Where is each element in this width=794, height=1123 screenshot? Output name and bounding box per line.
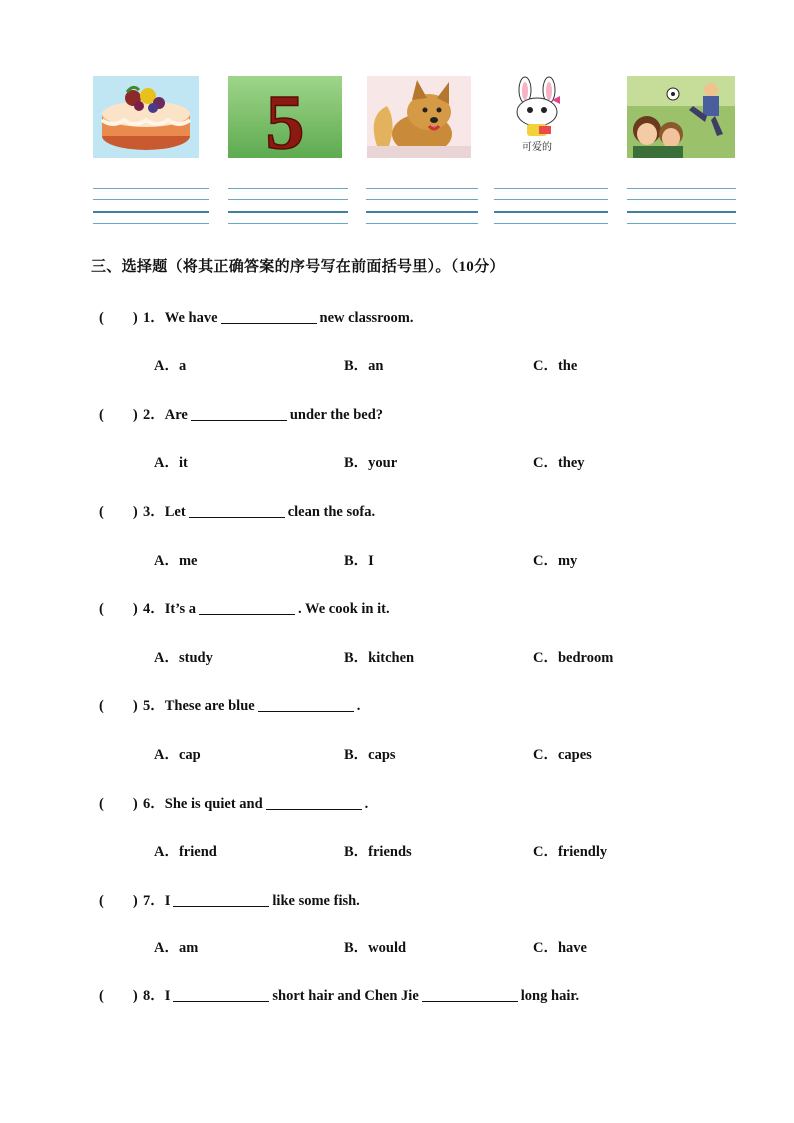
question-7: ( ) 7．I like some fish. — [99, 889, 360, 910]
answer-blank — [422, 987, 518, 1002]
answer-bracket[interactable]: ( ) — [99, 988, 138, 1004]
answer-blank — [258, 697, 354, 712]
answer-bracket[interactable]: ( ) — [99, 504, 138, 520]
option-b: B．caps — [344, 747, 396, 763]
answer-bracket[interactable]: ( ) — [99, 796, 138, 812]
five-digit: 5 — [265, 78, 305, 158]
option-c: C．the — [533, 358, 578, 374]
writing-lines-3 — [366, 188, 478, 228]
option-c: C．they — [533, 455, 585, 471]
cake-picture — [93, 76, 199, 158]
option-c: C．friendly — [533, 844, 608, 860]
option-a: A．friend — [154, 844, 217, 860]
answer-blank — [189, 503, 285, 518]
writing-lines-5 — [627, 188, 736, 228]
question-2: ( ) 2．Are under the bed? — [99, 403, 383, 424]
option-b: B．your — [344, 455, 398, 471]
question-4: ( ) 4．It’s a . We cook in it. — [99, 597, 390, 618]
answer-bracket[interactable]: ( ) — [99, 310, 138, 326]
answer-blank — [191, 406, 287, 421]
question-8: ( ) 8．I short hair and Chen Jie long hair. — [99, 984, 579, 1005]
rabbit-caption: 可爱的 — [522, 142, 552, 153]
option-a: A．it — [154, 455, 188, 471]
question-6: ( ) 6．She is quiet and . — [99, 792, 368, 813]
answer-bracket[interactable]: ( ) — [99, 698, 138, 714]
answer-bracket[interactable]: ( ) — [99, 893, 138, 909]
option-a: A．me — [154, 553, 198, 569]
option-c: C．bedroom — [533, 650, 614, 666]
question-3: ( ) 3．Let clean the sofa. — [99, 500, 375, 521]
dog-picture — [367, 76, 471, 158]
option-b: B．would — [344, 940, 407, 956]
answer-blank — [173, 987, 269, 1002]
writing-lines-4 — [494, 188, 608, 228]
writing-lines-2 — [228, 188, 348, 228]
option-b: B．I — [344, 553, 374, 569]
answer-bracket[interactable]: ( ) — [99, 601, 138, 617]
option-b: B．friends — [344, 844, 412, 860]
option-a: A．cap — [154, 747, 201, 763]
answer-blank — [199, 600, 295, 615]
football-picture — [627, 76, 735, 158]
answer-blank — [266, 795, 362, 810]
answer-bracket[interactable]: ( ) — [99, 407, 138, 423]
answer-blank — [221, 309, 317, 324]
rabbit-picture — [497, 76, 579, 158]
option-a: A．am — [154, 940, 199, 956]
option-a: A．a — [154, 358, 187, 374]
section-title: 三、选择题（将其正确答案的序号写在前面括号里）。（10分） — [91, 259, 505, 275]
number-five-picture — [228, 76, 342, 158]
option-c: C．have — [533, 940, 587, 956]
option-c: C．capes — [533, 747, 592, 763]
writing-lines-1 — [93, 188, 209, 228]
option-b: B．kitchen — [344, 650, 415, 666]
question-5: ( ) 5．These are blue . — [99, 694, 360, 715]
option-b: B．an — [344, 358, 384, 374]
option-c: C．my — [533, 553, 578, 569]
option-a: A．study — [154, 650, 213, 666]
question-1: ( ) 1．We have new classroom. — [99, 306, 414, 327]
answer-blank — [173, 892, 269, 907]
